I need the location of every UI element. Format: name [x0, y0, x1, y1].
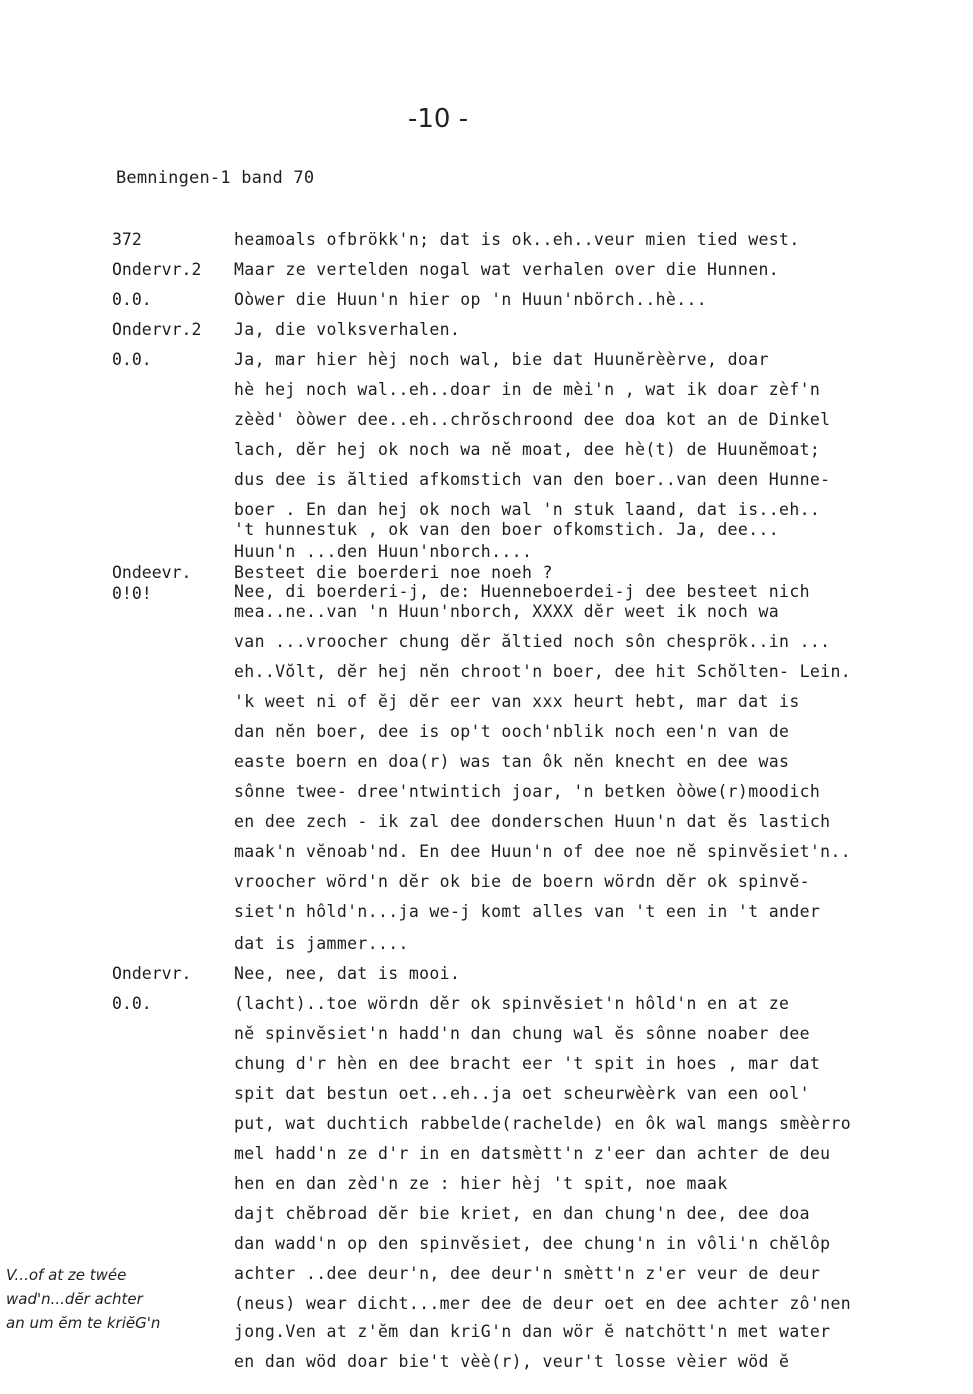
margin-note-line: wad'n...dĕr achter: [6, 1290, 143, 1308]
document-header: Bemningen-1 band 70: [116, 168, 315, 188]
transcript-line: achter ..dee deur'n, dee deur'n smètt'n z'er veur de deur: [234, 1264, 821, 1283]
transcript-line: dajt chĕbroad dĕr bie kriet, en dan chung'n dee, dee doa: [234, 1204, 810, 1223]
transcript-line: 't hunnestuk , ok van den boer ofkomstich. Ja, dee...: [234, 520, 780, 539]
speaker-label: 0.0.: [112, 994, 152, 1013]
speaker-label: 0!0!: [112, 584, 152, 603]
speaker-label: 0.0.: [112, 290, 152, 309]
transcript-line: van ...vroocher chung dĕr ăltied noch sôn chesprök..in ...: [234, 632, 831, 651]
transcript-line: nĕ spinvĕsiet'n hadd'n dan chung wal ĕs sônne noaber dee: [234, 1024, 810, 1043]
transcript-line: eh..Vŏlt, dĕr hej nĕn chroot'n boer, dee hit Schŏlten- Lein.: [234, 662, 852, 681]
transcript-line: en dee zech - ik zal dee donderschen Huun'n dat ĕs lastich: [234, 812, 831, 831]
transcript-line: Ja, die volksverhalen.: [234, 320, 461, 339]
transcript-line: 'k weet ni of ĕj dĕr eer van xxx heurt hebt, mar dat is: [234, 692, 800, 711]
transcript-line: boer . En dan hej ok noch wal 'n stuk laand, dat is..eh..: [234, 500, 821, 519]
speaker-label: Ondervr.2: [112, 260, 202, 279]
transcript-line: hè hej noch wal..eh..doar in de mèi'n , wat ik doar zèf'n: [234, 380, 821, 399]
transcript-line: Ja, mar hier hèj noch wal, bie dat Huunĕrèèrve, doar: [234, 350, 769, 369]
transcript-line: vroocher wörd'n dĕr ok bie de boern wördn dĕr ok spinvĕ-: [234, 872, 810, 891]
transcript-line: chung d'r hèn en dee bracht eer 't spit in hoes , mar dat: [234, 1054, 821, 1073]
transcript-line: dat is jammer....: [234, 934, 409, 953]
speaker-label: 372: [112, 230, 142, 249]
speaker-label: Ondervr.2: [112, 320, 202, 339]
transcript-line: lach, dĕr hej ok noch wa nĕ moat, dee hè(t) de Huunĕmoat;: [234, 440, 821, 459]
transcript-line: zèèd' òòwer dee..eh..chrŏschroond dee doa kot an de Dinkel: [234, 410, 831, 429]
transcript-line: mea..ne..van 'n Huun'nborch, XXXX dĕr weet ik noch wa: [234, 602, 780, 621]
transcript-line: dus dee is ăltied afkomstich van den boer..van deen Hunne-: [234, 470, 831, 489]
margin-note-line: an um ĕm te kriĕG'n: [6, 1314, 161, 1332]
speaker-label: Ondervr.: [112, 964, 192, 983]
transcript-line: Huun'n ...den Huun'nborch....: [234, 542, 533, 561]
transcript-line: hen en dan zèd'n ze : hier hèj 't spit, noe maak: [234, 1174, 728, 1193]
transcript-line: mel hadd'n ze d'r in en datsmètt'n z'eer dan achter de deu: [234, 1144, 831, 1163]
transcript-line: Nee, di boerderi-j, de: Huenneboerdei-j dee besteet nich: [234, 582, 810, 601]
transcript-line: jong.Ven at z'ĕm dan kriG'n dan wör ĕ natchött'n met water: [234, 1322, 831, 1341]
transcript-line: Maar ze vertelden nogal wat verhalen over die Hunnen.: [234, 260, 780, 279]
transcript-line: siet'n hôld'n...ja we-j komt alles van 't een in 't ander: [234, 902, 821, 921]
transcript-line: sônne twee- dree'ntwintich joar, 'n betken òòwe(r)moodich: [234, 782, 821, 801]
transcript-line: maak'n vĕnoab'nd. En dee Huun'n of dee noe nĕ spinvĕsiet'n..: [234, 842, 852, 861]
transcript-line: Oòwer die Huun'n hier op 'n Huun'nbörch..hè...: [234, 290, 708, 309]
transcript-line: Besteet die boerderi noe noeh ?: [234, 563, 553, 582]
transcript-line: (lacht)..toe wördn dĕr ok spinvĕsiet'n hôld'n en at ze: [234, 994, 790, 1013]
page-number: -10 -: [408, 104, 469, 134]
transcript-line: en dan wöd doar bie't vèè(r), veur't losse vèier wöd ĕ: [234, 1352, 790, 1371]
transcript-line: (neus) wear dicht...mer dee de deur oet en dee achter zô'nen: [234, 1294, 852, 1313]
transcript-line: dan wadd'n op den spinvĕsiet, dee chung'n in vôli'n chĕlôp: [234, 1234, 831, 1253]
transcript-line: spit dat bestun oet..eh..ja oet scheurwèèrk van een ool': [234, 1084, 810, 1103]
transcript-line: Nee, nee, dat is mooi.: [234, 964, 461, 983]
transcript-line: easte boern en doa(r) was tan ôk nĕn knecht en dee was: [234, 752, 790, 771]
transcript-line: heamoals ofbrökk'n; dat is ok..eh..veur mien tied west.: [234, 230, 800, 249]
speaker-label: 0.0.: [112, 350, 152, 369]
speaker-label: Ondeevr.: [112, 563, 192, 582]
transcript-line: dan nĕn boer, dee is op't ooch'nblik noch een'n van de: [234, 722, 790, 741]
margin-note-line: V...of at ze twée: [6, 1266, 127, 1284]
transcript-line: put, wat duchtich rabbelde(rachelde) en ôk wal mangs smèèrro: [234, 1114, 852, 1133]
